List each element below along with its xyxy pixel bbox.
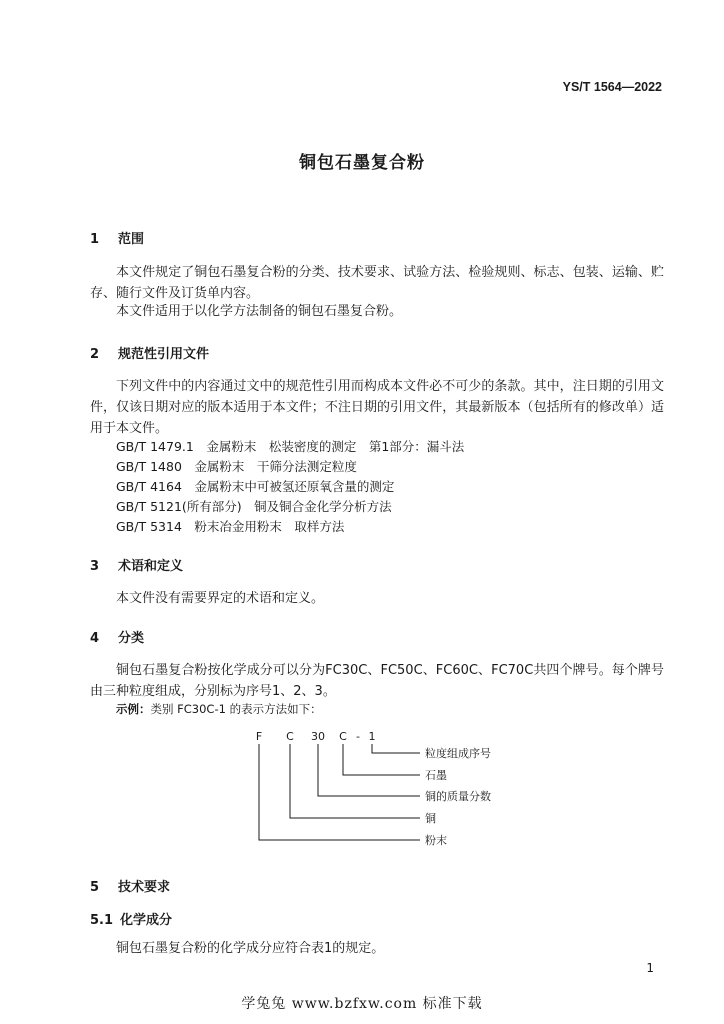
label-copper: 铜	[425, 812, 436, 825]
section-number: 3	[90, 559, 100, 574]
leader-line-sequence	[372, 744, 420, 753]
subsection-title: 化学成分	[120, 913, 173, 928]
section-1-heading	[90, 228, 144, 247]
reference-item	[116, 497, 392, 517]
page-title: 铜包石墨复合粉	[299, 153, 425, 173]
subsection-number: 5.1	[90, 913, 114, 928]
leader-line-powder	[259, 744, 420, 840]
leader-line-copper-fraction	[318, 744, 420, 796]
section-title: 范围	[118, 232, 145, 247]
section-1-paragraph-1: 本文件规定了铜包石墨复合粉的分类、技术要求、试验方法、检验规则、标志、包装、运输、贮存、随行文件及订货单内容。	[90, 265, 664, 301]
reference-text: GB/T 5314 粉末冶金用粉末 取样方法	[116, 519, 345, 534]
reference-item	[116, 477, 394, 497]
leader-line-graphite	[343, 744, 420, 775]
section-number: 5	[90, 880, 100, 895]
subsection-5-1-heading	[90, 909, 172, 928]
reference-text: GB/T 1479.1 金属粉末 松装密度的测定 第1部分：漏斗法	[116, 439, 465, 454]
subsection-5-1-paragraph-1: 铜包石墨复合粉的化学成分应符合表1的规定。	[116, 941, 385, 956]
reference-text: GB/T 1480 金属粉末 干筛分法测定粒度	[116, 459, 357, 474]
reference-item	[116, 437, 464, 457]
code-hyphen: -	[356, 730, 360, 743]
code-sequence-1: 1	[368, 730, 376, 743]
section-3-heading	[90, 555, 183, 574]
code-letter-c: C	[286, 730, 294, 743]
section-3-paragraph-1: 本文件没有需要界定的术语和定义。	[116, 591, 325, 606]
section-title: 技术要求	[118, 880, 171, 895]
section-title: 分类	[118, 631, 145, 646]
section-title: 术语和定义	[118, 559, 184, 574]
section-2-heading	[90, 343, 209, 362]
example-text: 类别 FC30C-1 的表示方法如下：	[150, 702, 322, 716]
section-title: 规范性引用文件	[118, 347, 210, 362]
section-number: 4	[90, 631, 100, 646]
leader-line-copper	[290, 744, 420, 818]
label-copper-fraction: 铜的质量分数	[425, 790, 491, 803]
label-graphite: 石墨	[425, 769, 447, 782]
section-4-heading	[90, 627, 144, 646]
designation-diagram	[250, 726, 510, 850]
page-number: 1	[646, 961, 654, 975]
code-number-30: 30	[311, 730, 325, 743]
section-5-heading	[90, 876, 170, 895]
section-4-paragraph-1: 铜包石墨复合粉按化学成分可以分为FC30C、FC50C、FC60C、FC70C共四个牌号。每个牌号由三种粒度组成，分别标为序号1、2、3。	[90, 663, 664, 699]
label-powder: 粉末	[425, 834, 447, 847]
reference-text: GB/T 4164 金属粉末中可被氢还原氧含量的测定	[116, 479, 395, 494]
section-number: 2	[90, 347, 100, 362]
example-note	[116, 701, 322, 717]
code-letter-f: F	[255, 730, 263, 743]
code-letter-c-graphite: C	[339, 730, 347, 743]
section-1-paragraph-2: 本文件适用于以化学方法制备的铜包石墨复合粉。	[116, 304, 403, 319]
reference-item	[116, 517, 344, 537]
section-number: 1	[90, 232, 100, 247]
example-label: 示例：	[116, 702, 151, 716]
section-2-paragraph-1: 下列文件中的内容通过文中的规范性引用而构成本文件必不可少的条款。其中，注日期的引用文件，仅该日期对应的版本适用于本文件；不注日期的引用文件，其最新版本（包括所有的修改单）适用于本文件。	[90, 379, 664, 436]
footer-watermark: 学兔兔 www.bzfxw.com 标准下载	[241, 996, 483, 1012]
label-sequence: 粒度组成序号	[425, 747, 491, 760]
standard-number: YS/T 1564—2022	[562, 80, 662, 94]
reference-text: GB/T 5121(所有部分) 铜及铜合金化学分析方法	[116, 499, 392, 514]
reference-item	[116, 457, 357, 477]
